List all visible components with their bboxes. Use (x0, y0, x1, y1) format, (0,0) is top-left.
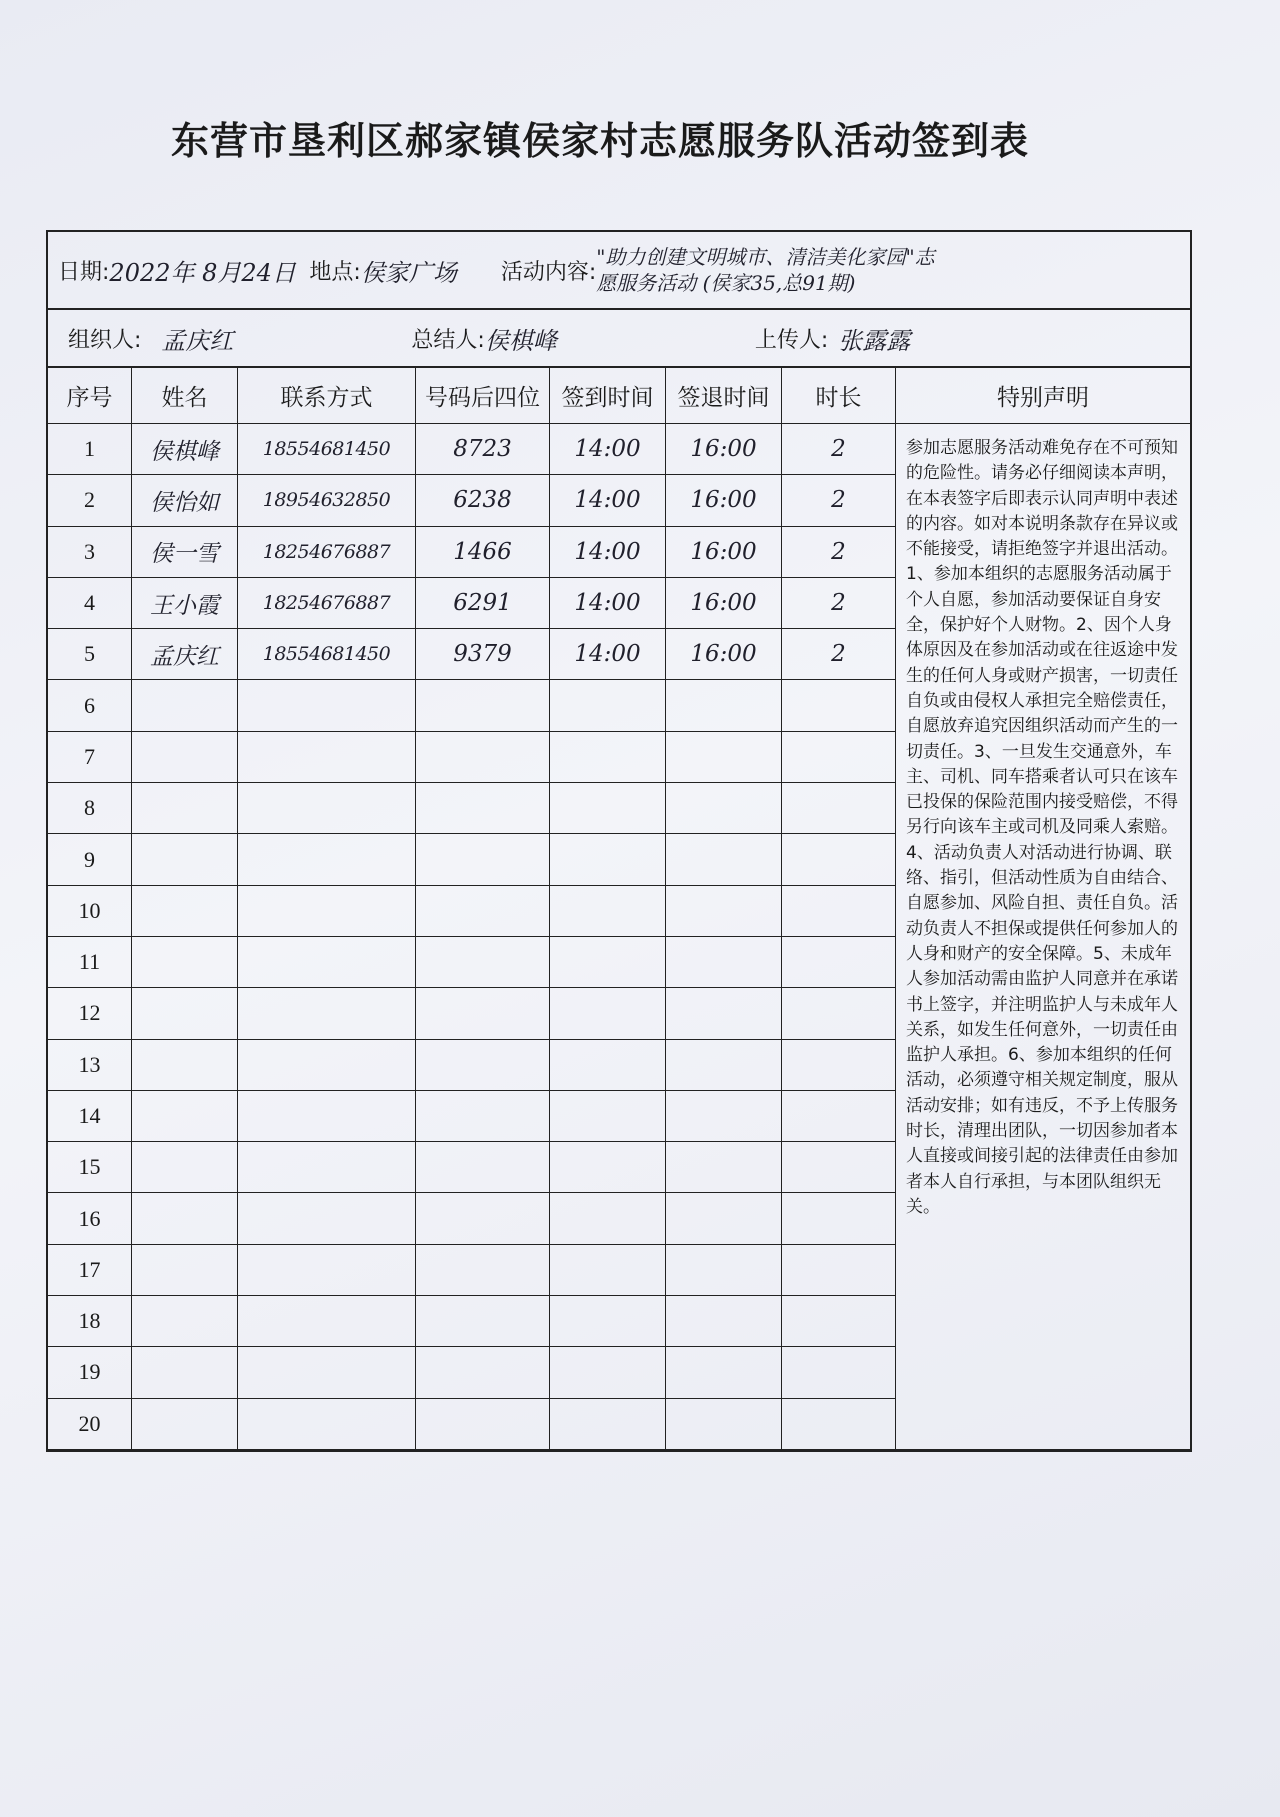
sign-out-cell (666, 1347, 782, 1398)
row-number: 13 (48, 1040, 132, 1091)
sign-out-cell (666, 1193, 782, 1244)
sign-out-cell (666, 1296, 782, 1347)
row-number: 10 (48, 886, 132, 937)
last4-cell (416, 1296, 550, 1347)
row-number: 7 (48, 732, 132, 783)
sign-in-cell (550, 834, 666, 885)
header-last4: 号码后四位 (416, 368, 550, 424)
row-number: 5 (48, 629, 132, 680)
content-value (596, 244, 934, 296)
last4-cell (416, 1091, 550, 1142)
name-cell (132, 937, 238, 988)
info-row-date-place (48, 232, 1190, 310)
sign-in-cell (550, 1347, 666, 1398)
name-cell: 王小霞 (132, 578, 238, 629)
sign-out-cell: 16:00 (666, 424, 782, 475)
duration-cell (782, 1296, 896, 1347)
header-duration: 时长 (782, 368, 896, 424)
sign-in-cell (550, 1399, 666, 1450)
row-number: 16 (48, 1193, 132, 1244)
sign-out-cell (666, 1091, 782, 1142)
sign-in-cell (550, 1142, 666, 1193)
phone-cell (238, 1296, 416, 1347)
sign-in-cell (550, 1193, 666, 1244)
duration-cell (782, 886, 896, 937)
duration-cell: 2 (782, 629, 896, 680)
duration-cell: 2 (782, 424, 896, 475)
duration-cell: 2 (782, 527, 896, 578)
name-cell (132, 1296, 238, 1347)
phone-cell (238, 732, 416, 783)
name-cell (132, 783, 238, 834)
last4-cell (416, 680, 550, 731)
phone-cell (238, 1193, 416, 1244)
uploader-value: 张露露 (838, 326, 911, 355)
row-number: 15 (48, 1142, 132, 1193)
row-number: 12 (48, 988, 132, 1039)
phone-cell (238, 1142, 416, 1193)
phone-cell: 18554681450 (238, 629, 416, 680)
last4-cell (416, 1399, 550, 1450)
name-cell: 孟庆红 (132, 629, 238, 680)
duration-cell: 2 (782, 578, 896, 629)
header-no: 序号 (48, 368, 132, 424)
sign-in-cell: 14:00 (550, 578, 666, 629)
name-cell: 侯棋峰 (132, 424, 238, 475)
last4-cell: 6238 (416, 475, 550, 526)
page-title: 东营市垦利区郝家镇侯家村志愿服务队活动签到表 (170, 119, 1029, 163)
sign-out-cell (666, 732, 782, 783)
name-cell (132, 1193, 238, 1244)
sign-out-cell: 16:00 (666, 578, 782, 629)
sign-in-form (46, 230, 1192, 1452)
duration-cell (782, 1193, 896, 1244)
sign-in-cell (550, 732, 666, 783)
sign-in-cell (550, 783, 666, 834)
sign-in-cell (550, 1245, 666, 1296)
sign-out-cell (666, 886, 782, 937)
sign-in-cell: 14:00 (550, 424, 666, 475)
last4-cell (416, 937, 550, 988)
row-number: 6 (48, 680, 132, 731)
duration-cell: 2 (782, 475, 896, 526)
sign-out-cell (666, 937, 782, 988)
header-statement: 特别声明 (896, 368, 1190, 424)
duration-cell (782, 680, 896, 731)
duration-cell (782, 1245, 896, 1296)
sign-in-cell (550, 680, 666, 731)
sign-out-cell (666, 1142, 782, 1193)
name-cell (132, 988, 238, 1039)
sign-in-cell (550, 1091, 666, 1142)
phone-cell (238, 783, 416, 834)
duration-cell (782, 1040, 896, 1091)
last4-cell (416, 783, 550, 834)
name-cell (132, 1399, 238, 1450)
row-number: 1 (48, 424, 132, 475)
name-cell: 侯一雪 (132, 527, 238, 578)
duration-cell (782, 1091, 896, 1142)
duration-cell (782, 1347, 896, 1398)
last4-cell (416, 1040, 550, 1091)
last4-cell: 8723 (416, 424, 550, 475)
sign-in-cell (550, 1296, 666, 1347)
sign-in-cell (550, 886, 666, 937)
sign-out-cell (666, 988, 782, 1039)
duration-cell (782, 1399, 896, 1450)
sign-in-cell: 14:00 (550, 629, 666, 680)
summarizer-value: 侯棋峰 (484, 326, 557, 355)
info-row-people (48, 310, 1190, 368)
last4-cell (416, 988, 550, 1039)
last4-cell (416, 834, 550, 885)
sign-out-cell (666, 783, 782, 834)
name-cell (132, 732, 238, 783)
row-number: 4 (48, 578, 132, 629)
row-number: 8 (48, 783, 132, 834)
header-sign-out: 签退时间 (666, 368, 782, 424)
last4-cell (416, 1142, 550, 1193)
sign-out-cell (666, 1245, 782, 1296)
name-cell (132, 1091, 238, 1142)
row-number: 3 (48, 527, 132, 578)
duration-cell (782, 988, 896, 1039)
name-cell (132, 834, 238, 885)
duration-cell (782, 732, 896, 783)
row-number: 19 (48, 1347, 132, 1398)
phone-cell: 18554681450 (238, 424, 416, 475)
phone-cell: 18954632850 (238, 475, 416, 526)
last4-cell: 9379 (416, 629, 550, 680)
sign-out-cell (666, 834, 782, 885)
name-cell (132, 1040, 238, 1091)
last4-cell: 1466 (416, 527, 550, 578)
sign-out-cell (666, 1399, 782, 1450)
content-value-line1: "助力创建文明城市、清洁美化家园"志 (596, 245, 935, 269)
row-number: 17 (48, 1245, 132, 1296)
phone-cell: 18254676887 (238, 578, 416, 629)
phone-cell: 18254676887 (238, 527, 416, 578)
phone-cell (238, 1245, 416, 1296)
sign-in-table (48, 368, 1190, 1450)
sign-in-cell (550, 937, 666, 988)
sign-in-cell (550, 988, 666, 1039)
phone-cell (238, 1347, 416, 1398)
sign-out-cell: 16:00 (666, 475, 782, 526)
header-phone: 联系方式 (238, 368, 416, 424)
date-label: 日期: (58, 259, 110, 285)
phone-cell (238, 1091, 416, 1142)
name-cell (132, 1142, 238, 1193)
row-number: 20 (48, 1399, 132, 1450)
sign-out-cell: 16:00 (666, 629, 782, 680)
last4-cell (416, 886, 550, 937)
phone-cell (238, 1399, 416, 1450)
row-number: 14 (48, 1091, 132, 1142)
organizer-value: 孟庆红 (161, 326, 234, 355)
duration-cell (782, 937, 896, 988)
last4-cell: 6291 (416, 578, 550, 629)
name-cell (132, 680, 238, 731)
phone-cell (238, 834, 416, 885)
sign-in-cell (550, 1040, 666, 1091)
last4-cell (416, 732, 550, 783)
phone-cell (238, 886, 416, 937)
place-value: 侯家广场 (360, 258, 457, 287)
last4-cell (416, 1193, 550, 1244)
sign-out-cell (666, 1040, 782, 1091)
date-value: 2022年 8月24日 (109, 258, 296, 287)
phone-cell (238, 937, 416, 988)
summarizer-label: 总结人: (411, 327, 485, 353)
row-number: 9 (48, 834, 132, 885)
phone-cell (238, 1040, 416, 1091)
row-number: 11 (48, 937, 132, 988)
special-statement: 参加志愿服务活动难免存在不可预知的危险性。请务必仔细阅读本声明，在本表签字后即表示认同声明中表述的内容。如对本说明条款存在异议或不能接受，请拒绝签字并退出活动。 1、参加本组织的志愿服务活动属于个人自愿，参加活动要保证自身安全，保护好个人财物。2、因个人身体原因及在参加活动或在往返途中发生的任何人身或财产损害，一切责任自负或由侵权人承担完全赔偿责任，自愿放弃追究因组织活动而产生的一切责任。3、一旦发生交通意外，车主、司机、同车搭乘者认可只在该车已投保的保险范围内接受赔偿，不得另行向该车主或司机及同乘人索赔。4、活动负责人对活动进行协调、联络、指引，但活动性质为自由结合、自愿参加、风险自担、责任自负。活动负责人不担保或提供任何参加人的人身和财产的安全保障。5、未成年人参加活动需由监护人同意并在承诺书上签字，并注明监护人与未成年人关系，如发生任何意外，一切责任由监护人承担。6、参加本组织的任何活动，必须遵守相关规定制度，服从活动安排；如有违反，不予上传服务时长，清理出团队，一切因参加者本人直接或间接引起的法律责任由参加者本人自行承担，与本团队组织无关。 (896, 424, 1190, 1450)
sign-out-cell: 16:00 (666, 527, 782, 578)
header-sign-in: 签到时间 (550, 368, 666, 424)
duration-cell (782, 834, 896, 885)
header-name: 姓名 (132, 368, 238, 424)
last4-cell (416, 1347, 550, 1398)
name-cell (132, 1245, 238, 1296)
duration-cell (782, 1142, 896, 1193)
name-cell: 侯怡如 (132, 475, 238, 526)
last4-cell (416, 1245, 550, 1296)
sign-in-cell: 14:00 (550, 527, 666, 578)
phone-cell (238, 680, 416, 731)
content-label: 活动内容: (500, 259, 597, 285)
uploader-label: 上传人: (754, 327, 829, 353)
phone-cell (238, 988, 416, 1039)
sign-out-cell (666, 680, 782, 731)
name-cell (132, 1347, 238, 1398)
organizer-label: 组织人: (68, 327, 142, 353)
place-label: 地点: (309, 259, 361, 285)
row-number: 18 (48, 1296, 132, 1347)
duration-cell (782, 783, 896, 834)
sign-in-cell: 14:00 (550, 475, 666, 526)
content-value-line2: 愿服务活动 (侯家35,总91期) (596, 271, 856, 295)
name-cell (132, 886, 238, 937)
row-number: 2 (48, 475, 132, 526)
